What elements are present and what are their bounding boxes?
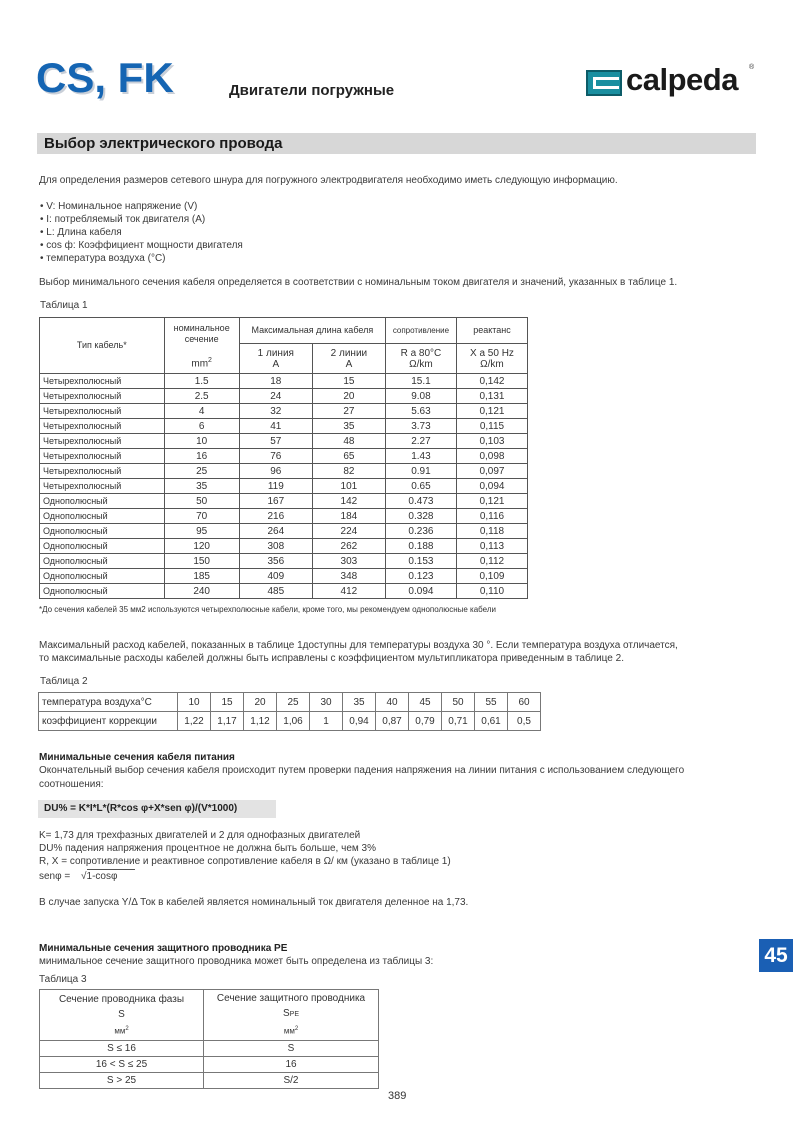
cable-type-cell: Четырехполюсный — [40, 419, 165, 434]
cable-type-cell: Четырехполюсный — [40, 404, 165, 419]
cable-type-cell: Четырехполюсный — [40, 389, 165, 404]
cable-type-cell: Однополюсный — [40, 569, 165, 584]
temp-text-2: то максимальные расходы кабелей должны быть исправлены с коэффициентом мультипликатора приведенным в таблице 2. — [39, 653, 624, 664]
formula-box — [38, 800, 276, 818]
col-header-reactance: реактанс — [456, 318, 527, 344]
cable-type-cell: Четырехполюсный — [40, 434, 165, 449]
registered-mark: ® — [749, 64, 755, 71]
note-rx: R, X = сопротивление и реактивное сопротивление кабеля в Ω/ км (указано в таблице 1) — [39, 856, 451, 867]
col-header-max-length: Максимальная длина кабеля — [239, 318, 385, 344]
reactance-cell: 0,115 — [456, 419, 527, 434]
unit-sup: 2 — [294, 1026, 299, 1033]
pe-header-label: Сечение защитного проводника — [216, 993, 366, 1005]
phase-header-symbol: S — [118, 1008, 125, 1020]
resistance-cell: 1.43 — [385, 449, 456, 464]
resistance-cell: 0.094 — [385, 584, 456, 599]
pe-header-symbol — [204, 1006, 378, 1022]
table1-caption: Таблица 1 — [40, 300, 88, 311]
col-header-line1 — [239, 344, 312, 374]
cable-table-row — [40, 389, 528, 404]
reactance-cell: 0,131 — [456, 389, 527, 404]
reactance-cell: 0,109 — [456, 569, 527, 584]
min-section-title: Минимальные сечения кабеля питания — [39, 752, 235, 763]
coefficient-cell: 1,06 — [277, 712, 310, 731]
temperature-cell: 55 — [475, 693, 508, 712]
coefficient-cell: 0,61 — [475, 712, 508, 731]
cable-table-row — [40, 584, 528, 599]
temperature-cell: 25 — [277, 693, 310, 712]
nominal-section-cell: 2.5 — [164, 389, 239, 404]
nominal-section-cell: 6 — [164, 419, 239, 434]
cable-table — [39, 317, 528, 599]
line2-unit: A — [345, 358, 353, 370]
temperature-cell: 10 — [178, 693, 211, 712]
bullet-item: • V: Номинальное напряжение (V) — [40, 201, 198, 212]
pe-header-unit — [204, 1022, 378, 1039]
max-length-1-line-cell: 57 — [239, 434, 312, 449]
bullet-item: • L: Длина кабеля — [40, 227, 122, 238]
resistance-cell: 5.63 — [385, 404, 456, 419]
col-header-reactance-sub — [456, 344, 527, 374]
cable-type-cell: Однополюсный — [40, 539, 165, 554]
nominal-section-cell: 10 — [164, 434, 239, 449]
coefficient-label: коэффициент коррекции — [39, 712, 178, 731]
nominal-section-cell: 120 — [164, 539, 239, 554]
product-subtitle: Двигатели погружные — [229, 82, 395, 99]
cable-type-cell: Четырехполюсный — [40, 374, 165, 389]
temperature-cell: 60 — [508, 693, 541, 712]
page-number: 389 — [388, 1090, 407, 1102]
temperature-label: температура воздуха°C — [39, 693, 178, 712]
phase-header-label: Сечение проводника фазы — [58, 993, 185, 1005]
unit-sup: 2 — [208, 357, 212, 364]
cable-table-row — [40, 554, 528, 569]
section-unit — [165, 355, 239, 369]
reactance-cell: 0,142 — [456, 374, 527, 389]
reactance-cell: 0,094 — [456, 479, 527, 494]
cable-type-cell: Однополюсный — [40, 554, 165, 569]
pe-table-row — [40, 1057, 379, 1073]
max-length-2-lines-cell: 15 — [312, 374, 385, 389]
cable-type-cell: Однополюсный — [40, 524, 165, 539]
coefficient-cell: 1,17 — [211, 712, 244, 731]
reactance-cell: 0,121 — [456, 404, 527, 419]
phase-section-cell: 16 < S ≤ 25 — [40, 1057, 204, 1073]
temperature-cell: 15 — [211, 693, 244, 712]
temperature-cell: 45 — [409, 693, 442, 712]
max-length-1-line-cell: 24 — [239, 389, 312, 404]
temperature-cell: 35 — [343, 693, 376, 712]
temperature-cell: 30 — [310, 693, 343, 712]
cable-table-row — [40, 374, 528, 389]
temperature-cell: 20 — [244, 693, 277, 712]
pe-section-title: Минимальные сечения защитного проводника PE — [39, 943, 288, 954]
note-du: DU% падения напряжения процентное не должна быть больше, чем 3% — [39, 843, 376, 854]
resistance-cell: 15.1 — [385, 374, 456, 389]
reactance-cell: 0,097 — [456, 464, 527, 479]
calpeda-logo-icon — [586, 70, 622, 96]
cable-type-cell: Однополюсный — [40, 584, 165, 599]
max-length-1-line-cell: 264 — [239, 524, 312, 539]
bullet-item: • cos ф: Коэффициент мощности двигателя — [40, 240, 243, 251]
bullet-item: • температура воздуха (°C) — [40, 253, 166, 264]
coefficient-cell: 1,12 — [244, 712, 277, 731]
cable-type-cell: Четырехполюсный — [40, 479, 165, 494]
max-length-2-lines-cell: 348 — [312, 569, 385, 584]
nominal-section-cell: 150 — [164, 554, 239, 569]
section-header-bar — [37, 133, 756, 154]
resistance-cell: 0.91 — [385, 464, 456, 479]
nominal-section-cell: 1.5 — [164, 374, 239, 389]
max-length-2-lines-cell: 20 — [312, 389, 385, 404]
max-length-1-line-cell: 41 — [239, 419, 312, 434]
cable-table-row — [40, 434, 528, 449]
unit-text: мм — [114, 1026, 126, 1036]
unit-sup: 2 — [125, 1025, 129, 1032]
reactance-cell: 0,112 — [456, 554, 527, 569]
max-length-1-line-cell: 119 — [239, 479, 312, 494]
max-length-2-lines-cell: 82 — [312, 464, 385, 479]
max-length-2-lines-cell: 101 — [312, 479, 385, 494]
sen-label: senφ = — [39, 871, 71, 882]
cable-table-row — [40, 419, 528, 434]
min-section-text-2: соотношения: — [39, 779, 104, 790]
col-header-resistance-sub — [385, 344, 456, 374]
max-length-1-line-cell: 308 — [239, 539, 312, 554]
coefficient-cell: 0,79 — [409, 712, 442, 731]
pe-section-cell: S/2 — [204, 1073, 379, 1089]
nominal-section-cell: 95 — [164, 524, 239, 539]
max-length-1-line-cell: 485 — [239, 584, 312, 599]
pe-table-row — [40, 1073, 379, 1089]
max-length-2-lines-cell: 184 — [312, 509, 385, 524]
reactance-unit: Ω/km — [480, 358, 504, 370]
line1-unit: A — [272, 358, 280, 370]
intro-text: Для определения размеров сетевого шнура для погружного электродвигателя необходимо иметь следующую информацию. — [39, 175, 618, 186]
reactance-sub: X a 50 Hz — [470, 347, 514, 359]
phase-header-unit — [40, 1022, 203, 1039]
nominal-section-cell: 70 — [164, 509, 239, 524]
cable-type-cell: Однополюсный — [40, 509, 165, 524]
cable-table-row — [40, 494, 528, 509]
cable-table-row — [40, 569, 528, 584]
pe-table-header — [40, 990, 379, 1041]
nominal-section-cell: 4 — [164, 404, 239, 419]
section-label: номинальное сечение — [173, 323, 230, 344]
section-page-tab: 45 — [759, 939, 793, 972]
col-header-type: Тип кабель* — [40, 318, 165, 374]
resistance-cell: 0.236 — [385, 524, 456, 539]
col-header-resistance: сопротивление — [385, 318, 456, 344]
sqrt-symbol: √ — [81, 871, 87, 882]
max-length-2-lines-cell: 303 — [312, 554, 385, 569]
cable-table-row — [40, 404, 528, 419]
cable-type-cell: Четырехполюсный — [40, 464, 165, 479]
star-delta-note: В случае запуска Y/Δ Ток в кабелей является номинальный ток двигателя деленное на 1,73. — [39, 897, 469, 908]
cable-table-row — [40, 509, 528, 524]
reactance-cell: 0,098 — [456, 449, 527, 464]
nominal-section-cell: 25 — [164, 464, 239, 479]
sqrt-expression: 1-cosφ — [87, 869, 136, 883]
max-length-2-lines-cell: 412 — [312, 584, 385, 599]
reactance-cell: 0,116 — [456, 509, 527, 524]
cable-table-body — [40, 374, 528, 599]
table3-caption: Таблица 3 — [39, 974, 87, 985]
resistance-cell: 0.188 — [385, 539, 456, 554]
coefficient-cell: 1 — [310, 712, 343, 731]
sen-formula — [39, 869, 135, 883]
reactance-cell: 0,121 — [456, 494, 527, 509]
correction-table — [38, 692, 541, 731]
pe-section-cell: S — [204, 1041, 379, 1057]
resistance-cell: 0.473 — [385, 494, 456, 509]
max-length-1-line-cell: 167 — [239, 494, 312, 509]
max-length-2-lines-cell: 142 — [312, 494, 385, 509]
phase-section-cell: S ≤ 16 — [40, 1041, 204, 1057]
resistance-cell: 0.328 — [385, 509, 456, 524]
resistance-cell: 0.65 — [385, 479, 456, 494]
max-length-2-lines-cell: 224 — [312, 524, 385, 539]
note-k: K= 1,73 для трехфазных двигателей и 2 для однофазных двигателей — [39, 830, 361, 841]
table2-caption: Таблица 2 — [40, 676, 88, 687]
col-header-pe — [204, 990, 379, 1041]
resistance-cell: 0.153 — [385, 554, 456, 569]
col-header-line2 — [312, 344, 385, 374]
max-length-2-lines-cell: 35 — [312, 419, 385, 434]
coefficient-cell: 0,5 — [508, 712, 541, 731]
line2-label: 2 линии — [330, 347, 368, 359]
resistance-unit: Ω/km — [409, 358, 433, 370]
col-header-section — [164, 318, 239, 374]
coefficient-cell: 0,71 — [442, 712, 475, 731]
max-length-2-lines-cell: 27 — [312, 404, 385, 419]
section-title: Выбор электрического провода — [44, 135, 283, 152]
pe-table-row — [40, 1041, 379, 1057]
temp-text-1: Максимальный расход кабелей, показанных в таблице 1доступны для температуры воздуха 30 °. Если температура воздуха отличается, — [39, 640, 678, 651]
series-title: CS, FK — [36, 54, 174, 101]
resistance-cell: 3.73 — [385, 419, 456, 434]
nominal-section-cell: 35 — [164, 479, 239, 494]
phase-section-cell: S > 25 — [40, 1073, 204, 1089]
table1-footnote: *До сечения кабелей 35 мм2 используются четырехполюсные кабели, кроме того, мы рекомендуем однополюсные кабели — [39, 605, 496, 614]
cable-table-row — [40, 464, 528, 479]
pe-table — [39, 989, 379, 1089]
temperature-cell: 50 — [442, 693, 475, 712]
pe-section-text: минимальное сечение защитного проводника может быть определена из таблицы 3: — [39, 956, 434, 967]
selection-text: Выбор минимального сечения кабеля определяется в соответствии с номинальным током двигателя и значений, указанных в таблице 1. — [39, 277, 678, 288]
pe-symbol: S — [282, 1008, 290, 1020]
nominal-section-cell: 50 — [164, 494, 239, 509]
max-length-1-line-cell: 356 — [239, 554, 312, 569]
calpeda-logo — [586, 62, 756, 102]
cable-table-row — [40, 479, 528, 494]
cable-table-row — [40, 524, 528, 539]
pe-section-cell: 16 — [204, 1057, 379, 1073]
max-length-1-line-cell: 216 — [239, 509, 312, 524]
col-header-phase — [40, 990, 204, 1041]
unit-text: мм — [283, 1026, 295, 1036]
min-section-text-1: Окончательный выбор сечения кабеля происходит путем проверки падения напряжения на линии питания с использованием следующего — [39, 765, 685, 776]
coefficient-cell: 0,87 — [376, 712, 409, 731]
max-length-2-lines-cell: 262 — [312, 539, 385, 554]
max-length-1-line-cell: 96 — [239, 464, 312, 479]
nominal-section-cell: 240 — [164, 584, 239, 599]
max-length-1-line-cell: 32 — [239, 404, 312, 419]
cable-table-row — [40, 539, 528, 554]
bullet-item: • I: потребляемый ток двигателя (A) — [40, 214, 206, 225]
reactance-cell: 0,103 — [456, 434, 527, 449]
max-length-2-lines-cell: 65 — [312, 449, 385, 464]
resistance-cell: 2.27 — [385, 434, 456, 449]
coefficient-row — [39, 712, 541, 731]
cable-type-cell: Однополюсный — [40, 494, 165, 509]
voltage-drop-formula: DU% = K*I*L*(R*cos φ+X*sen φ)/(V*1000) — [44, 803, 238, 814]
coefficient-cell: 1,22 — [178, 712, 211, 731]
resistance-sub: R a 80°C — [400, 347, 442, 359]
coefficient-cell: 0,94 — [343, 712, 376, 731]
temperature-row — [39, 693, 541, 712]
nominal-section-cell: 185 — [164, 569, 239, 584]
max-length-1-line-cell: 409 — [239, 569, 312, 584]
nominal-section-cell: 16 — [164, 449, 239, 464]
max-length-1-line-cell: 18 — [239, 374, 312, 389]
temperature-cell: 40 — [376, 693, 409, 712]
reactance-cell: 0,113 — [456, 539, 527, 554]
resistance-cell: 9.08 — [385, 389, 456, 404]
unit-text: mm — [191, 358, 209, 370]
line1-label: 1 линия — [257, 347, 294, 359]
pe-symbol-sub: PE — [289, 1011, 299, 1019]
cable-type-cell: Четырехполюсный — [40, 449, 165, 464]
reactance-cell: 0,110 — [456, 584, 527, 599]
max-length-1-line-cell: 76 — [239, 449, 312, 464]
reactance-cell: 0,118 — [456, 524, 527, 539]
logo-text: calpeda — [626, 62, 738, 97]
max-length-2-lines-cell: 48 — [312, 434, 385, 449]
resistance-cell: 0.123 — [385, 569, 456, 584]
bullet-list — [40, 200, 243, 265]
cable-table-row — [40, 449, 528, 464]
